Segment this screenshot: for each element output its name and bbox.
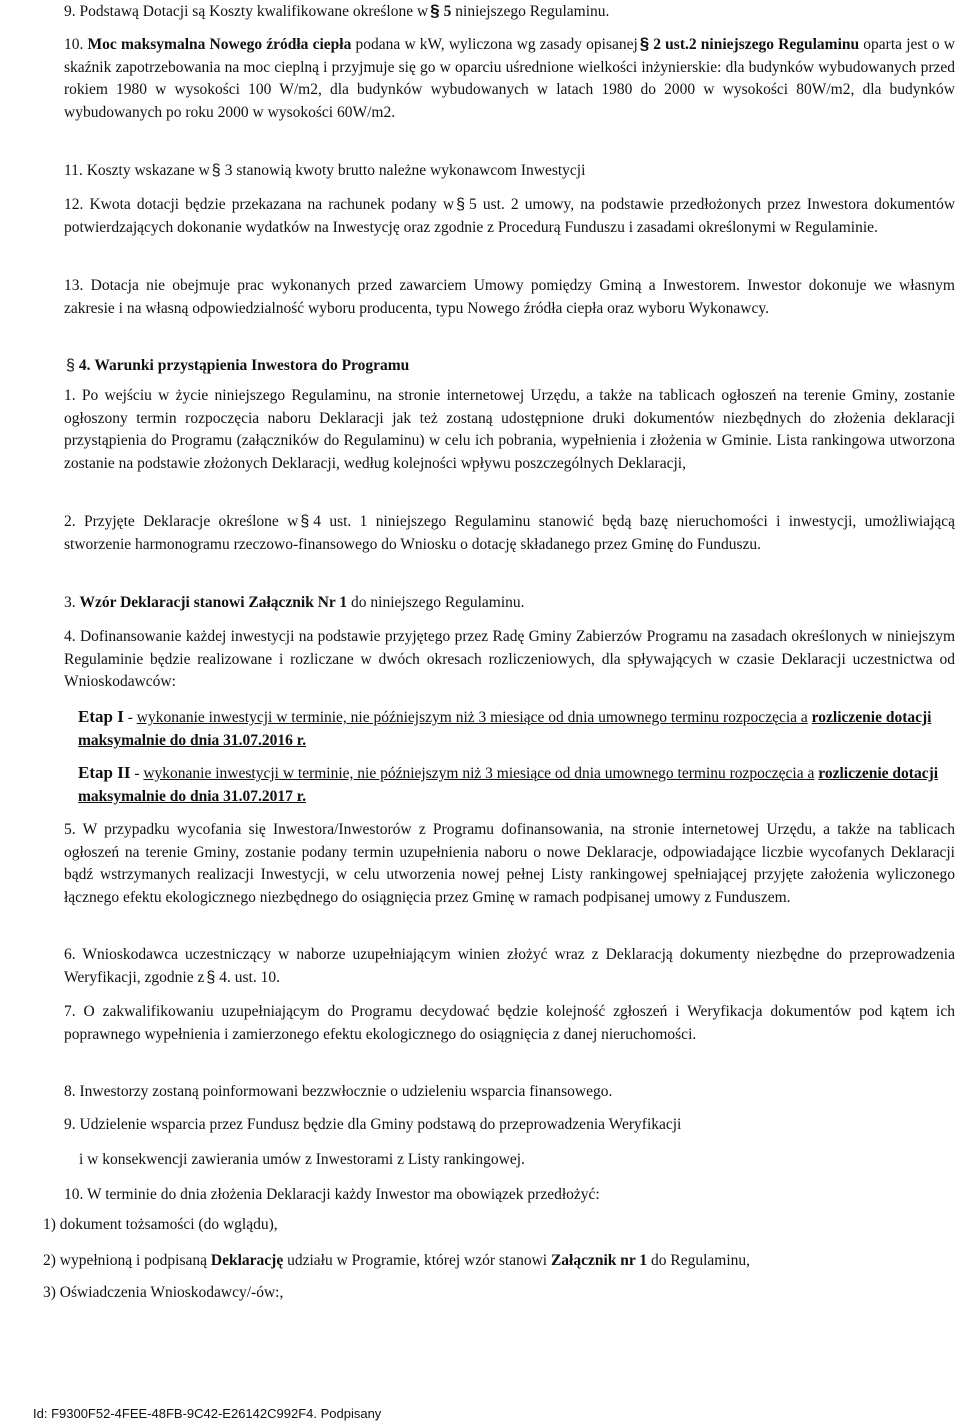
item-9-line-2: i w konsekwencji zawierania umów z Inwestorami z Listy rankingowej. — [79, 1151, 525, 1168]
item-7: 7. O zakwalifikowaniu uzupełniającym do Programu decydować będzie kolejność zgłoszeń i Weryfikacja dokumentów pod kątem ich poprawnego wypełnienia i zamierzonego efektu ekologicznego do osiągnięcia z danej nieruchomości. — [64, 1003, 955, 1043]
item-10: 10. W terminie do dnia złożenia Deklaracji każdy Inwestor ma obowiązek przedłożyć: — [64, 1186, 600, 1203]
paragraph-12: 12. Kwota dotacji będzie przekazana na rachunek podany w § 5 ust. 2 umowy, na podstawie przedłożonych przez Inwestora dokumentów potwierdzających dokonanie wydatków na Inwestycję oraz zgodnie z Procedurą Funduszu i zasadami określonymi w Regulaminie. — [64, 196, 956, 236]
item-5: 5. W przypadku wycofania się Inwestora/Inwestorów z Programu dofinansowania, na stronie internetowej Urzędu, a także na tablicach ogłoszeń na terenie Gminy, zostanie podany termin uzupełnienia naboru o nowe Deklaracje, odpowiadające liczbie wycofanych Deklaracji bądź wstrzymanych realizacji Inwestycji, w celu utworzenia nowej pełnej Listy rankingowej spełniającej przyjęte założenia wyliczonego łącznego efektu ekologicznego niezbędnego do osiągnięcia przez Gminę w ramach podpisanej umowy z Funduszem. — [64, 821, 955, 906]
etap-2: Etap II - wykonanie inwestycji w terminie, nie późniejszym niż 3 miesiące od dnia umownego terminu rozpoczęcia a rozliczenie dotacji maksymalnie do dnia 31.07.2017 r. — [78, 763, 939, 805]
paragraph-9: 9. Podstawą Dotacji są Koszty kwalifikowane określone w § 5 niniejszego Regulaminu. — [64, 1, 610, 20]
item-6: 6. Wnioskodawca uczestniczący w naborze uzupełniającym winien złożyć wraz z Deklaracją dokumenty niezbędne do przeprowadzenia Weryfikacji, zgodnie z § 4. ust. 10. — [64, 946, 955, 986]
paragraph-11: 11. Koszty wskazane w § 3 stanowią kwoty brutto należne wykonawcom Inwestycji — [64, 162, 586, 179]
section-title: Warunki przystąpienia Inwestora do Programu — [94, 357, 410, 374]
item-4: 4. Dofinansowanie każdej inwestycji na podstawie przyjętego przez Radę Gminy Zabierzów Programu na zasadach określonych w niniejszym Regulaminie będzie realizowane i rozliczane w dwóch okresach rozliczeniowych, dla spływających w czasie Deklaracji uczestnictwa od Wnioskodawców: — [64, 628, 956, 690]
item-1: 1. Po wejściu w życie niniejszego Regulaminu, na stronie internetowej Urzędu, a także na tablicach ogłoszeń na terenie Gminy, zostanie ogłoszony termin rozpoczęcia naboru Deklaracji jak też zostaną udostępnione druki dokumentów niezbędnych do złożenia deklaracji przystąpienia do Programu (załączników do Regulaminu) w celu ich pobrania, wypełnienia i złożenia w Gminie. Lista rankingowa utworzona zostanie na podstawie złożonych Deklaracji, według kolejności wpływu poszczególnych Deklaracji, — [64, 387, 955, 472]
section-4-heading: § 4. Warunki przystąpienia Inwestora do Programu — [66, 357, 410, 374]
item-8: 8. Inwestorzy zostaną poinformowani bezzwłocznie o udzieleniu wsparcia finansowego. — [64, 1083, 613, 1100]
paragraph-number: 9. — [64, 3, 76, 20]
paragraph-10: 10. Moc maksymalna Nowego źródła ciepła podana w kW, wyliczona wg zasady opisanej § 2 ust.2 niniejszego Regulaminu oparta jest o w skaźnik zapotrzebowania na moc cieplną i przyjmuje się go w oparciu uśrednione wielkości inżynierskie: dla budynków wybudowanych przed rokiem 1980 w wysokości 100 W/m2, dla budynków wybudowanych w latach 1980 do 2000 w wysokości 80W/m2, dla budynków wybudowanych po roku 2000 w wysokości 60W/m2. — [64, 34, 956, 121]
section-symbol: § — [430, 1, 440, 20]
item-3: 3. Wzór Deklaracji stanowi Załącznik Nr 1 do niniejszego Regulaminu. — [64, 594, 525, 611]
footer-id: Id: F9300F52-4FEE-48FB-9C42-E26142C992F4. Podpisany — [33, 1406, 382, 1421]
list-item: 3) Oświadczenia Wnioskodawcy/-ów:, — [43, 1284, 284, 1301]
list-item: 1) dokument tożsamości (do wglądu), — [43, 1216, 278, 1233]
etap-1: Etap I - wykonanie inwestycji w terminie, nie późniejszym niż 3 miesiące od dnia umownego terminu rozpoczęcia a rozliczenie dotacji maksymalnie do dnia 31.07.2016 r. — [78, 707, 932, 749]
list-item: 2) wypełnioną i podpisaną Deklarację udziału w Programie, której wzór stanowi Załącznik nr 1 do Regulaminu, — [43, 1252, 751, 1269]
item-9-line-1: 9. Udzielenie wsparcia przez Fundusz będzie dla Gminy podstawą do przeprowadzenia Weryfikacji — [64, 1116, 682, 1133]
paragraph-13: 13. Dotacja nie obejmuje prac wykonanych przed zawarciem Umowy pomiędzy Gminą a Inwestorem. Inwestor dokonuje we własnym zakresie i na własną odpowiedzialność wyboru producenta, typu Nowego źródła ciepła oraz wyboru Wykonawcy. — [64, 277, 955, 317]
item-2: 2. Przyjęte Deklaracje określone w § 4 ust. 1 niniejszego Regulaminu stanowić będą bazę nieruchomości i inwestycji, umożliwiającą stworzenie harmonogramu rzeczowo-finansowego do Wniosku o dotację składanego przez Gminę do Funduszu. — [64, 513, 956, 553]
